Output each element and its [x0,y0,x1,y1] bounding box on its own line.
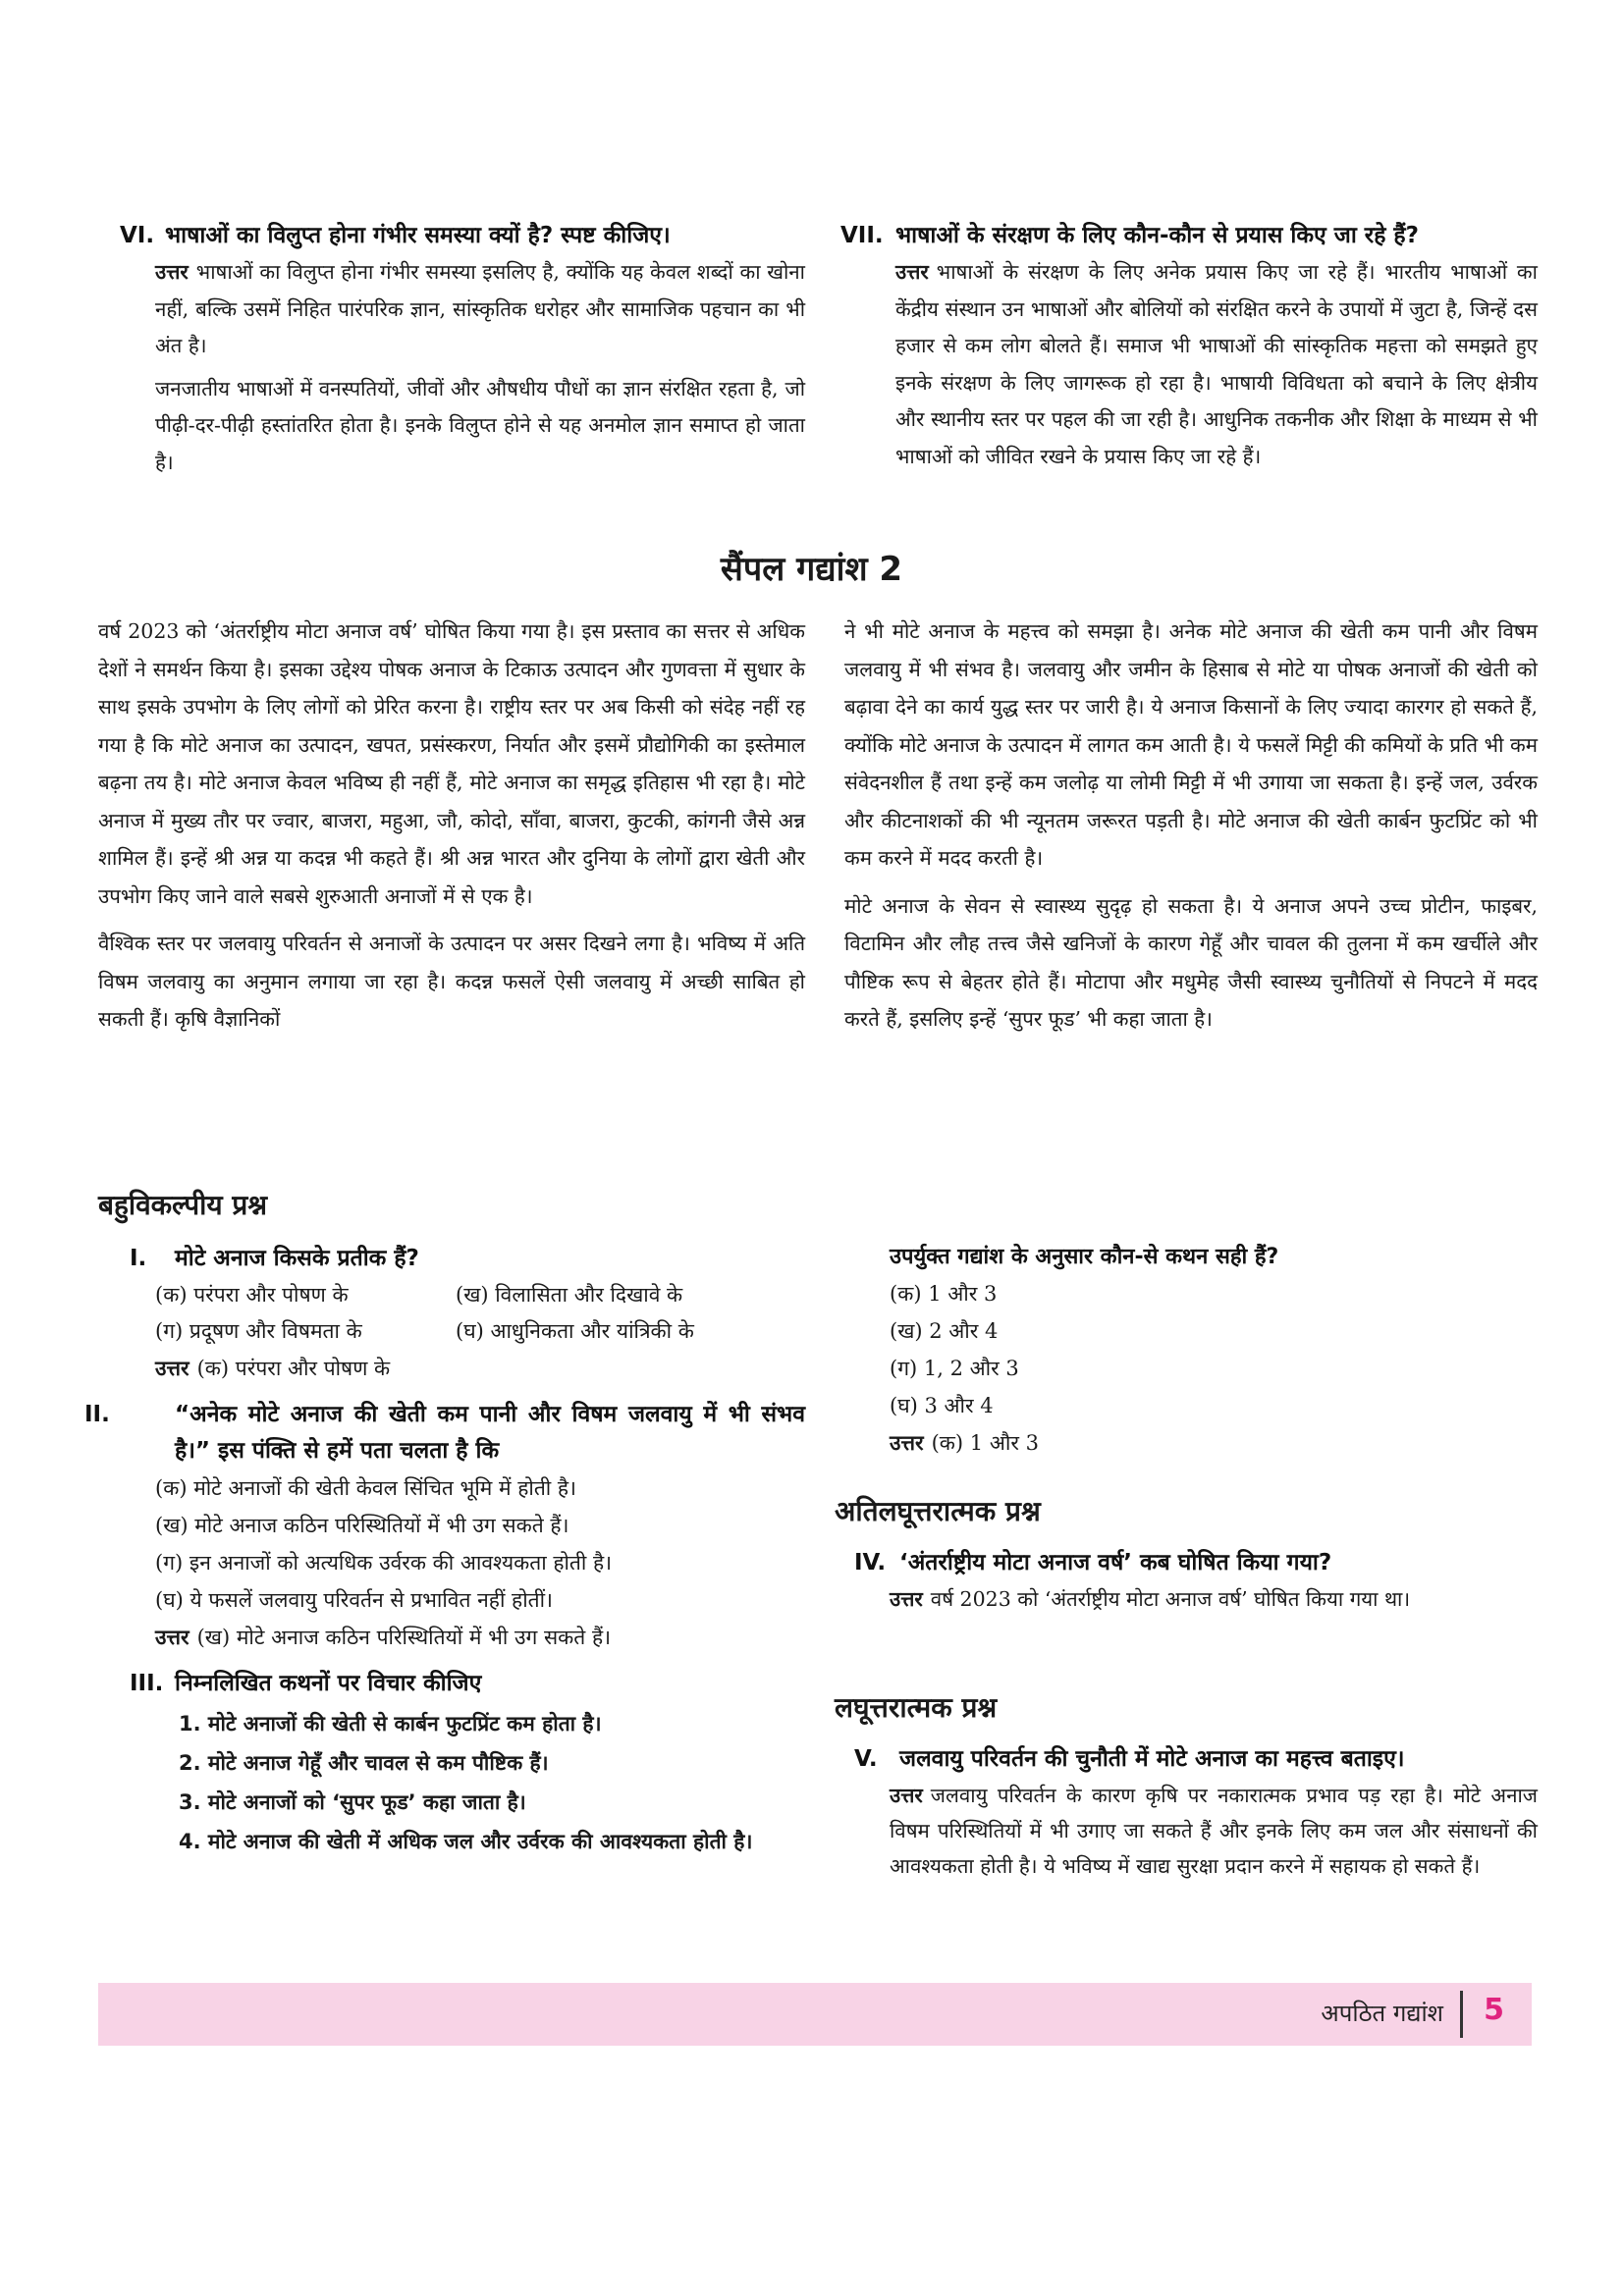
option-d: (घ) ये फसलें जलवायु परिवर्तन से प्रभावित नहीं होतीं। [155,1588,554,1612]
mcq-heading: बहुविकल्पीय प्रश्न [98,1189,268,1221]
option-c: (ग) प्रदूषण और विषमता के [155,1319,362,1343]
option-d: (घ) आधुनिकता और यांत्रिकी के [456,1319,694,1343]
question-block-6 [120,218,805,481]
passage-paragraph-2: वैश्विक स्तर पर जलवायु परिवर्तन से अनाजों के उत्पादन पर असर दिखने लगा है। भविष्य में अति विषम जलवायु का अनुमान लगाया जा रहा है। कदन्न फसलें ऐसी जलवायु में अच्छी साबित हो सकती हैं। कृषि वैज्ञानिकों [98,932,805,1031]
page-number: 5 [1484,1993,1504,2027]
answer-label: उत्तर [895,260,929,284]
answer-label: उत्तर [155,1356,189,1380]
question-text: ‘अंतर्राष्ट्रीय मोटा अनाज वर्ष’ कब घोषित किया गया? [899,1550,1332,1575]
sa-section [835,1688,1538,1884]
answer-7 [840,254,1538,475]
statement-3: 3. मोटे अनाजों को ‘सुपर फूड’ कहा जाता है। [179,1790,526,1814]
option-b: (ख) 2 और 4 [890,1319,999,1343]
question-text: जलवायु परिवर्तन की चुनौती में मोटे अनाज का महत्त्व बताइए। [899,1746,1405,1772]
option-b: (ख) विलासिता और दिखावे के [456,1283,683,1307]
answer-text: (क) परंपरा और पोषण के [196,1357,391,1380]
answer-label: उत्तर [890,1784,923,1807]
mcq-section [84,1186,805,1863]
mcq-question-3 [98,1666,805,1859]
answer-text: (क) 1 और 3 [931,1431,1039,1455]
option-a: (क) परंपरा और पोषण के [155,1283,349,1307]
answer-text: भाषाओं के संरक्षण के लिए अनेक प्रयास किए जा रहे हैं। भारतीय भाषाओं का केंद्रीय संस्थान उन भाषाओं और बोलियों को संरक्षित करने के उपायों में जुटा है, जिन्हें दस हजार से कम लोग बोलते हैं। समाज भी भाषाओं की सांस्कृतिक महत्ता को समझते हुए इनके संरक्षण के लिए जागरूक हो रहा है। भाषायी विविधता को बचाने के लिए क्षेत्रीय और स्थानीय स्तर पर पहल की जा रही है। आधुनिक तकनीक और शिक्षा के माध्यम से भी भाषाओं को जीवित रखने के प्रयास किए जा रहे हैं। [895,260,1538,468]
mcq-question-3-continued [890,1239,1538,1462]
question-number: VI. [120,223,155,248]
footer-label: अपठित गद्यांश [1321,2000,1443,2027]
question-text: भाषाओं का विलुप्त होना गंभीर समस्या क्यों है? स्पष्ट कीजिए। [165,223,671,248]
sa-heading: लघूत्तरात्मक प्रश्न [835,1691,998,1724]
sa-question-5 [835,1741,1538,1884]
option-a: (क) मोटे अनाजों की खेती केवल सिंचित भूमि में होती है। [155,1476,577,1500]
answer-text: वर्ष 2023 को ‘अंतर्राष्ट्रीय मोटा अनाज वर्ष’ घोषित किया गया था। [930,1587,1411,1611]
answer-6 [120,254,805,481]
statement-1: 1. मोटे अनाजों की खेती से कार्बन फुटप्रिंट कम होता है। [179,1712,602,1735]
vsa-heading: अतिलघूत्तरात्मक प्रश्न [835,1495,1041,1527]
answer-label: उत्तर [155,1625,189,1649]
question-number: I. [130,1246,147,1271]
statement-2: 2. मोटे अनाज गेहूँ और चावल से कम पौष्टिक हैं। [179,1751,549,1775]
question-text: मोटे अनाज किसके प्रतीक हैं? [175,1246,419,1271]
mcq-question-1 [98,1241,805,1387]
question-number: IV. [854,1550,887,1575]
answer-text-2: जनजातीय भाषाओं में वनस्पतियों, जीवों और औषधीय पौधों का ज्ञान संरक्षित रहता है, जो पीढ़ी-दर-पीढ़ी हस्तांतरित होता है। इनके विलुप्त होने से यह अनमोल ज्ञान समाप्त हो जाता है। [155,376,805,474]
answer-label: उत्तर [890,1430,924,1455]
options [130,1277,805,1350]
options [130,1469,805,1656]
question-7 [840,218,1538,254]
answer-label: उत्तर [155,260,189,284]
option-a: (क) 1 और 3 [890,1282,998,1306]
passage-left-column [98,613,805,1048]
footer-divider [1460,1991,1463,2038]
option-c: (ग) 1, 2 और 3 [890,1357,1019,1380]
question-prompt: उपर्युक्त गद्यांश के अनुसार कौन-से कथन सही हैं? [890,1245,1279,1269]
statement-4: 4. मोटे अनाज की खेती में अधिक जल और उर्वरक की आवश्यकता होती है। [179,1830,753,1853]
question-text: भाषाओं के संरक्षण के लिए कौन-कौन से प्रयास किए जा रहे हैं? [895,223,1419,248]
section-title: सैंपल गद्यांश 2 [720,550,903,589]
answer-label: उत्तर [890,1587,923,1611]
question-number: III. [130,1671,164,1696]
answer-text: (ख) मोटे अनाज कठिन परिस्थितियों में भी उग सकते हैं। [196,1626,612,1649]
answer-text: भाषाओं का विलुप्त होना गंभीर समस्या इसलिए है, क्योंकि यह केवल शब्दों का खोना नहीं, बल्कि उसमें निहित पारंपरिक ज्ञान, सांस्कृतिक धरोहर और सामाजिक पहचान का भी अंत है। [155,260,805,357]
vsa-question-4 [835,1545,1538,1617]
vsa-section [835,1492,1538,1617]
passage-paragraph-1: वर्ष 2023 को ‘अंतर्राष्ट्रीय मोटा अनाज वर्ष’ घोषित किया गया है। इस प्रस्ताव का सत्तर से अधिक देशों ने समर्थन किया है। इसका उद्देश्य पोषक अनाज के टिकाऊ उत्पादन और गुणवत्ता में सुधार के साथ इसके उपभोग के लिए लोगों को प्रेरित करना है। राष्ट्रीय स्तर पर अब किसी को संदेह नहीं रह गया है कि मोटे अनाज का उत्पादन, खपत, प्रसंस्करण, निर्यात और इसमें प्रौद्योगिकी का इस्तेमाल बढ़ना तय है। मोटे अनाज केवल भविष्य ही नहीं हैं, मोटे अनाज का समृद्ध इतिहास भी रहा है। मोटे अनाज में मुख्य तौर पर ज्वार, बाजरा, महुआ, जौ, कोदो, साँवा, बाजरा, कुटकी, कांगनी जैसे अन्न शामिल हैं। इन्हें श्री अन्न या कदन्न भी कहते हैं। श्री अन्न भारत और दुनिया के लोगों द्वारा खेती और उपभोग किए जाने वाले सबसे शुरुआती अनाजों में से एक है। [98,619,805,908]
question-6 [120,218,805,254]
question-number: VII. [840,223,884,248]
question-text: “अनेक मोटे अनाज की खेती कम पानी और विषम जलवायु में भी संभव है।” इस पंक्ति से हमें पता चलता है कि [175,1402,805,1464]
footer-band [98,1983,1532,2046]
passage-paragraph-4: मोटे अनाज के सेवन से स्वास्थ्य सुदृढ़ हो सकता है। ये अनाज अपने उच्च प्रोटीन, फाइबर, विटामिन और लौह तत्त्व जैसे खनिजों के कारण गेहूँ और चावल की तुलना में कम खर्चीले और पौष्टिक रूप से बेहतर होते हैं। मोटापा और मधुमेह जैसी स्वास्थ्य चुनौतियों से निपटने में मदद करते हैं, इसलिए इन्हें ‘सुपर फूड’ भी कहा जाता है। [844,893,1538,1031]
statements [130,1706,768,1859]
question-number: II. [84,1402,110,1427]
mcq-question-2 [84,1397,805,1656]
question-block-7 [840,218,1538,475]
question-text: निम्नलिखित कथनों पर विचार कीजिए [175,1671,482,1696]
passage-right-column [844,613,1538,1048]
question-number: V. [854,1746,878,1772]
option-b: (ख) मोटे अनाज कठिन परिस्थितियों में भी उग सकते हैं। [155,1514,569,1537]
answer-text: जलवायु परिवर्तन के कारण कृषि पर नकारात्मक प्रभाव पड़ रहा है। मोटे अनाज विषम परिस्थितियों में भी उगाए जा सकते हैं और इनके लिए कम जल और संसाधनों की आवश्यकता होती है। ये भविष्य में खाद्य सुरक्षा प्रदान करने में सहायक हो सकते हैं। [890,1784,1538,1878]
option-c: (ग) इन अनाजों को अत्यधिक उर्वरक की आवश्यकता होती है। [155,1551,613,1575]
option-d: (घ) 3 और 4 [890,1394,994,1417]
passage-paragraph-3: ने भी मोटे अनाज के महत्त्व को समझा है। अनेक मोटे अनाज की खेती कम पानी और विषम जलवायु में भी संभव है। जलवायु और जमीन के हिसाब से मोटे या पोषक अनाजों की खेती को बढ़ावा देने का कार्य युद्ध स्तर पर जारी है। ये अनाज किसानों के लिए ज्यादा कारगर हो सकते हैं, क्योंकि मोटे अनाज के उत्पादन में लागत कम आती है। ये फसलें मिट्टी की कमियों के प्रति भी कम संवेदनशील हैं तथा इन्हें कम जलोढ़ या लोमी मिट्टी में भी उगाया जा सकता है। इन्हें जल, उर्वरक और कीटनाशकों की भी न्यूनतम जरूरत पड़ती है। मोटे अनाज की खेती कार्बन फुटप्रिंट को भी कम करने में मदद करती है। [844,619,1538,870]
